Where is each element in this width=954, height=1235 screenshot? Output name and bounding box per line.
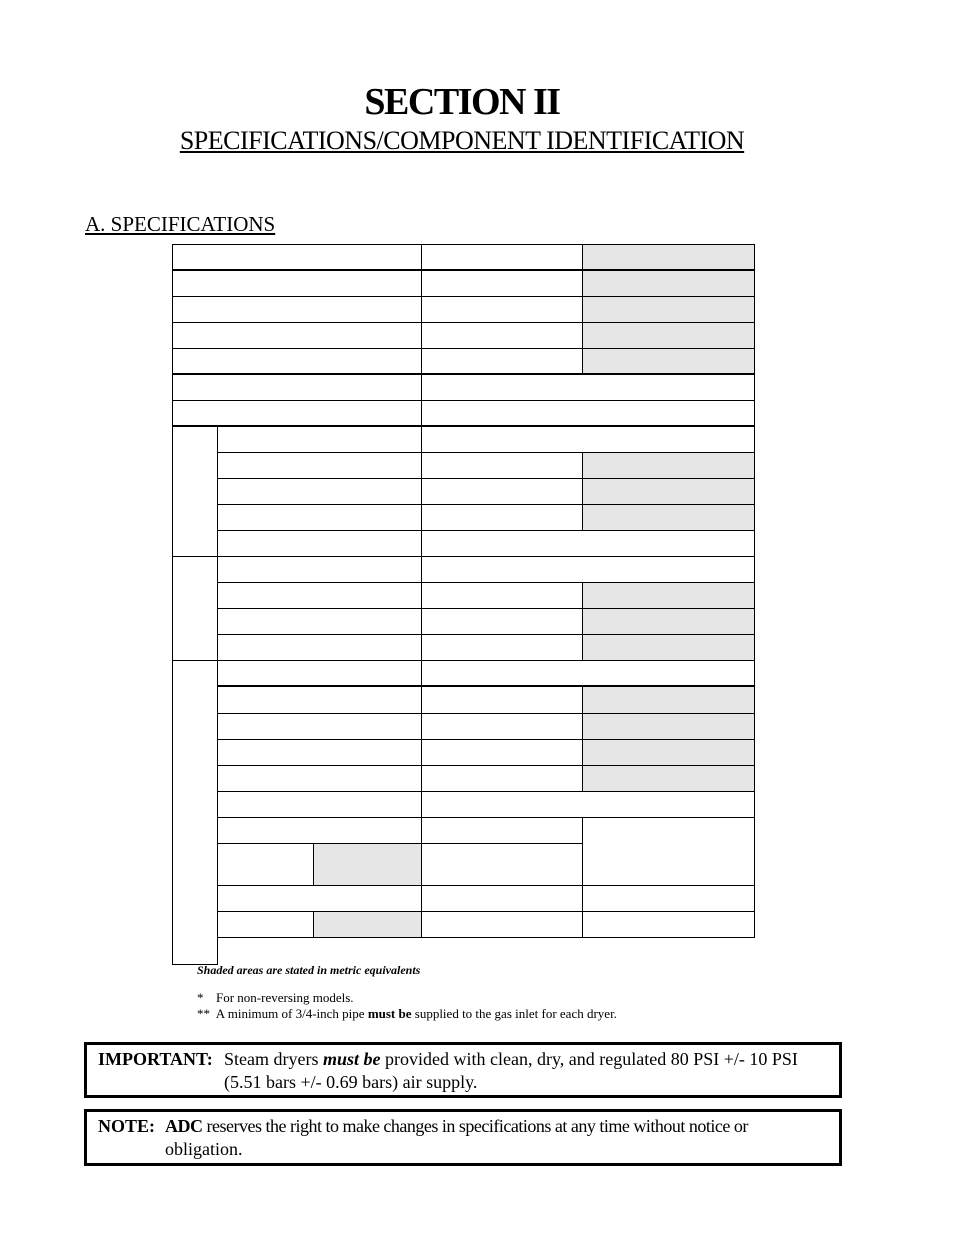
note-box — [84, 1109, 842, 1166]
table-cell — [421, 270, 583, 297]
table-cell — [421, 765, 583, 792]
table-cell — [421, 348, 583, 375]
important-line-2: (5.51 bars +/- 0.69 bars) air supply. — [224, 1072, 478, 1092]
table-cell — [421, 885, 583, 912]
table-cell — [172, 244, 422, 271]
table-cell — [217, 686, 422, 714]
table-cell — [172, 322, 422, 349]
table-cell — [421, 244, 583, 271]
metric-cell — [582, 348, 755, 375]
table-cell — [421, 426, 755, 453]
row-separator — [172, 425, 755, 427]
table-cell — [421, 556, 755, 583]
important-line-1 — [224, 1048, 798, 1071]
table-cell — [421, 660, 755, 687]
note-text-post: reserves the right to make changes in specifications at any time without notice or — [202, 1116, 748, 1136]
table-cell — [582, 885, 755, 912]
table-cell — [217, 911, 314, 938]
table-cell — [172, 426, 218, 557]
metric-cell — [582, 504, 755, 531]
table-cell — [217, 582, 422, 609]
table-cell — [217, 556, 422, 583]
table-cell — [421, 791, 755, 818]
row-separator — [217, 685, 755, 687]
metric-cell — [582, 686, 755, 714]
table-cell — [421, 634, 583, 661]
footnote-2 — [197, 1006, 617, 1022]
table-cell — [217, 843, 314, 886]
table-cell — [172, 400, 422, 427]
table-cell — [421, 843, 583, 886]
table-cell — [421, 686, 583, 714]
table-cell — [217, 660, 422, 687]
shaded-areas-note: Shaded areas are stated in metric equivalents — [197, 963, 421, 977]
specifications-heading: A. SPECIFICATIONS — [85, 212, 276, 236]
table-cell — [421, 452, 583, 479]
table-cell — [421, 530, 755, 557]
important-label: IMPORTANT: — [98, 1049, 213, 1069]
important-emphasis: must be — [322, 1049, 381, 1069]
metric-cell — [582, 296, 755, 323]
table-cell — [421, 296, 583, 323]
important-box — [84, 1042, 842, 1098]
note-line-2: obligation. — [165, 1139, 243, 1159]
important-text-post: provided with clean, dry, and regulated 80 PSI +/- 10 PSI — [380, 1049, 798, 1069]
metric-cell — [582, 713, 755, 740]
table-cell — [421, 713, 583, 740]
metric-cell — [313, 843, 422, 886]
table-cell — [582, 911, 755, 938]
table-cell — [217, 885, 422, 912]
table-cell — [217, 791, 422, 818]
table-cell — [421, 911, 583, 938]
table-cell — [172, 374, 422, 401]
note-brand: ADC — [165, 1116, 203, 1136]
metric-cell — [582, 244, 755, 271]
metric-cell — [582, 634, 755, 661]
important-text-pre: Steam dryers — [224, 1049, 323, 1069]
footnote-2-mark: ** — [197, 1006, 210, 1021]
metric-cell — [582, 608, 755, 635]
section-title: SECTION II — [364, 81, 560, 123]
footnote-1 — [197, 990, 354, 1006]
row-separator — [172, 269, 755, 271]
metric-cell — [582, 452, 755, 479]
table-cell — [217, 608, 422, 635]
footnote-1-mark: * — [197, 990, 204, 1005]
footnote-2-emphasis: must be — [367, 1006, 412, 1021]
note-line-1 — [165, 1115, 748, 1138]
section-subtitle: SPECIFICATIONS/COMPONENT IDENTIFICATION — [179, 126, 745, 155]
footnote-2-text-post: supplied to the gas inlet for each dryer. — [411, 1006, 617, 1021]
metric-cell — [582, 322, 755, 349]
table-cell — [217, 452, 422, 479]
table-cell — [421, 739, 583, 766]
table-cell — [172, 348, 422, 375]
table-cell — [421, 374, 755, 401]
table-cell — [217, 426, 422, 453]
table-cell — [421, 504, 583, 531]
table-cell — [217, 530, 422, 557]
metric-cell — [582, 582, 755, 609]
metric-cell — [582, 739, 755, 766]
table-cell — [172, 296, 422, 323]
table-cell — [421, 608, 583, 635]
metric-cell — [582, 478, 755, 505]
metric-cell — [582, 270, 755, 297]
table-cell — [217, 739, 422, 766]
table-cell — [421, 322, 583, 349]
table-cell — [172, 660, 218, 965]
metric-cell — [313, 911, 422, 938]
table-cell — [217, 713, 422, 740]
table-cell — [582, 817, 755, 886]
table-cell — [172, 556, 218, 661]
metric-cell — [582, 765, 755, 792]
footnote-2-text-pre: A minimum of 3/4-inch pipe — [215, 1006, 368, 1021]
row-separator — [172, 373, 755, 375]
table-cell — [217, 765, 422, 792]
table-cell — [421, 400, 755, 427]
table-cell — [421, 817, 583, 844]
footnote-1-text: For non-reversing models. — [216, 990, 354, 1005]
table-cell — [217, 817, 422, 844]
table-cell — [217, 504, 422, 531]
table-cell — [421, 582, 583, 609]
table-cell — [421, 478, 583, 505]
table-cell — [217, 478, 422, 505]
table-cell — [217, 634, 422, 661]
note-label: NOTE: — [98, 1116, 156, 1136]
table-cell — [172, 270, 422, 297]
